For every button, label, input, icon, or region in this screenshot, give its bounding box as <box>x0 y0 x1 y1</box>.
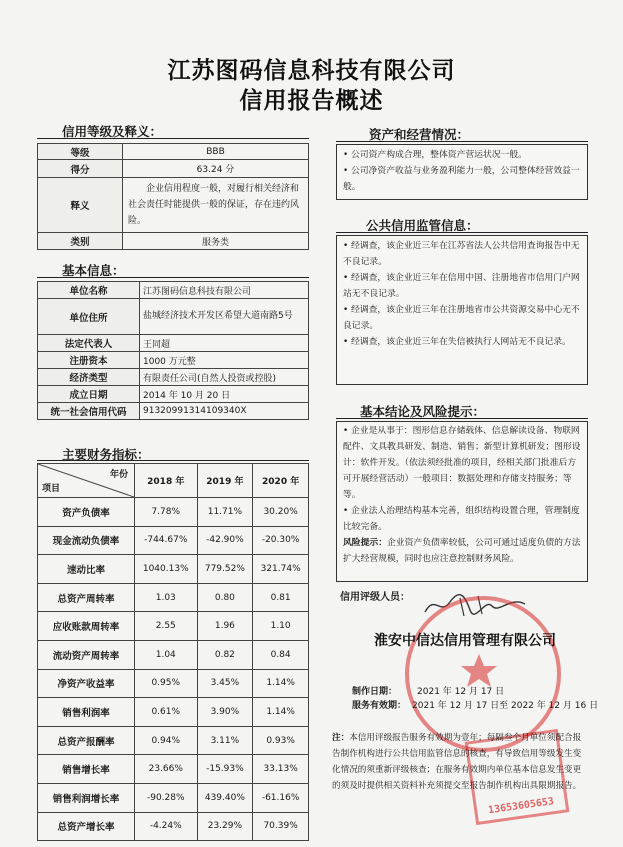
finance-value: -61.16% <box>253 783 309 812</box>
risk-tip: 风险提示：企业资产负债率较低，公司可通过适度负债的方法扩大经营规模，同时也应注意控制财务风险。 <box>343 538 581 564</box>
finance-value: 779.52% <box>197 555 253 584</box>
corner-item-label: 项目 <box>42 484 61 494</box>
seal-star-icon <box>405 596 553 744</box>
report-title-line1: 江苏图码信息科技有限公司 <box>167 57 456 84</box>
finance-value: 3.90% <box>197 698 253 727</box>
assets-box <box>336 144 588 200</box>
finance-value: 439.40% <box>197 783 253 812</box>
finance-value: 23.66% <box>135 755 198 784</box>
capital-label: 注册资本 <box>38 352 140 369</box>
company-name-value: 江苏图码信息科技有限公司 <box>140 282 309 299</box>
finance-value: 321.74% <box>253 555 309 584</box>
finance-metric-name: 销售增长率 <box>38 755 135 784</box>
business-scope-text: • 企业是从事于：图形信息存储载体、信息解读设备、物联网配件、文具教具研发、制造、销售；新型计算机研发；图形设计：软件开发。（依法须经批准的项目，经相关部门批准后方可开展经营活动）一般项目：数据处理和存储支持服务；等等。 <box>343 426 581 500</box>
category-value: 服务类 <box>123 233 309 250</box>
footer-note: 注：本信用评级报告服务有效期为壹年；每隔叁个月单位须配合报告制作机构进行公共信用监管信息的核查，有导致信用等级发生变化情况的须重新评级核查；在服务有效期内单位基本信息发生变更的须及时提供相关资料补充须提交至报告制作机构出具限期报告。 <box>332 733 582 791</box>
supervision-item: • 经调查，该企业近三年在信用中国、注册地省市信用门户网站无不良记录。 <box>343 273 580 299</box>
finance-value: -4.24% <box>135 812 198 841</box>
economic-type-label: 经济类型 <box>38 369 140 386</box>
rating-section-title: 信用等级及释义： <box>62 124 163 139</box>
finance-value: 0.93% <box>253 726 309 755</box>
legal-rep-label: 法定代表人 <box>38 335 140 352</box>
supervision-rule <box>336 232 588 233</box>
company-name-label: 单位名称 <box>38 282 140 299</box>
finance-value: 1.03 <box>135 583 198 612</box>
finance-value: 1.04 <box>135 640 198 669</box>
finance-section-title: 主要财务指标： <box>62 447 150 462</box>
year-header: 2020 年 <box>253 464 309 498</box>
corner-year-label: 年份 <box>109 470 128 480</box>
basic-info-section-title: 基本信息： <box>62 263 125 278</box>
supervision-section-title: 公共信用监管信息： <box>366 218 479 233</box>
finance-row <box>38 726 309 755</box>
governance-text: • 企业法人治理结构基本完善，组织结构设置合理，管理制度比较完备。 <box>343 506 580 532</box>
finance-metric-name: 销售利润率 <box>38 698 135 727</box>
legal-rep-value: 王同超 <box>140 335 309 352</box>
finance-value: -744.67% <box>135 526 198 555</box>
supervision-item: • 经调查，该企业近三年在失信被执行人网站无不良记录。 <box>343 337 571 347</box>
supervision-item: • 经调查，该企业近三年在江苏省法人公共信用查询报告中无不良记录。 <box>343 241 580 267</box>
rating-table <box>37 143 309 250</box>
report-title-line2: 信用报告概述 <box>239 87 384 114</box>
assets-item: • 公司资产构成合理，整体资产营运状况一般。 <box>343 150 527 160</box>
finance-value: 1040.13% <box>135 555 198 584</box>
finance-value: 1.14% <box>253 669 309 698</box>
assets-rule <box>336 141 588 142</box>
finance-table <box>37 463 309 841</box>
capital-value: 1000 万元整 <box>140 352 309 369</box>
finance-value: 0.81 <box>253 583 309 612</box>
finance-value: -42.90% <box>197 526 253 555</box>
stamp-number: 13653605653 <box>487 796 555 817</box>
conclusion-rule <box>336 418 588 419</box>
assets-section-title: 资产和经营情况： <box>369 127 470 142</box>
agency-name: 淮安中信达信用管理有限公司 <box>374 633 556 649</box>
finance-row <box>38 498 309 527</box>
definition-value: 企业信用程度一般，对履行相关经济和社会责任时能提供一般的保证，存在违约风险。 <box>123 178 309 233</box>
finance-metric-name: 销售利润增长率 <box>38 783 135 812</box>
finance-row <box>38 612 309 641</box>
finance-value: 0.80 <box>197 583 253 612</box>
economic-type-value: 有限责任公司(自然人投资或控股) <box>140 369 309 386</box>
year-header: 2018 年 <box>135 464 198 498</box>
score-label: 得分 <box>38 160 123 178</box>
founded-value: 2014 年 10 月 20 日 <box>140 386 309 403</box>
finance-metric-name: 应收账款周转率 <box>38 612 135 641</box>
address-label: 单位住所 <box>38 299 140 335</box>
finance-metric-name: 总资产周转率 <box>38 583 135 612</box>
finance-value: 3.45% <box>197 669 253 698</box>
finance-value: 33.13% <box>253 755 309 784</box>
rating-value: BBB <box>123 144 309 160</box>
rating-rule <box>37 138 309 139</box>
finance-value: 0.61% <box>135 698 198 727</box>
founded-label: 成立日期 <box>38 386 140 403</box>
finance-corner-cell <box>38 464 135 498</box>
finance-row <box>38 669 309 698</box>
conclusion-section-title: 基本结论及风险提示： <box>360 404 486 419</box>
rating-label: 等级 <box>38 144 123 160</box>
finance-metric-name: 净资产收益率 <box>38 669 135 698</box>
finance-value: 1.14% <box>253 698 309 727</box>
credit-code-label: 统一社会信用代码 <box>38 403 140 420</box>
definition-label: 释义 <box>38 178 123 233</box>
finance-metric-name: 总资产增长率 <box>38 812 135 841</box>
assets-item: • 公司净资产收益与业务盈利能力一般，公司整体经营效益一般。 <box>343 166 580 192</box>
finance-row <box>38 698 309 727</box>
finance-value: 0.82 <box>197 640 253 669</box>
finance-metric-name: 总资产报酬率 <box>38 726 135 755</box>
credit-code-value: 91320991314109340X <box>140 403 309 420</box>
finance-row <box>38 812 309 841</box>
address-value: 盐城经济技术开发区希望大道南路5号 <box>140 299 309 335</box>
supervision-box <box>336 235 588 385</box>
made-date-line: 制作日期： 2021 年 12 月 17 日 <box>352 687 505 697</box>
finance-row <box>38 583 309 612</box>
finance-value: -20.30% <box>253 526 309 555</box>
finance-value: 30.20% <box>253 498 309 527</box>
valid-period-line: 服务有效期： 2021 年 12 月 17 日至 2022 年 12 月 16 日 <box>352 701 599 711</box>
supervision-item: • 经调查，该企业近三年在注册地省市公共资源交易中心无不良记录。 <box>343 305 580 331</box>
finance-row <box>38 526 309 555</box>
finance-row <box>38 555 309 584</box>
finance-row <box>38 783 309 812</box>
score-value: 63.24 分 <box>123 160 309 178</box>
year-header: 2019 年 <box>197 464 253 498</box>
finance-value: 0.95% <box>135 669 198 698</box>
finance-value: 11.71% <box>197 498 253 527</box>
personnel-label: 信用评级人员： <box>340 592 410 603</box>
basic-info-table <box>37 281 309 420</box>
company-seal <box>405 596 561 752</box>
finance-metric-name: 流动资产周转率 <box>38 640 135 669</box>
finance-value: 3.11% <box>197 726 253 755</box>
finance-value: 0.84 <box>253 640 309 669</box>
finance-row <box>38 640 309 669</box>
finance-value: 7.78% <box>135 498 198 527</box>
finance-rule <box>37 460 309 461</box>
finance-value: 2.55 <box>135 612 198 641</box>
basic-info-rule <box>37 277 309 278</box>
finance-metric-name: 速动比率 <box>38 555 135 584</box>
finance-value: 1.10 <box>253 612 309 641</box>
finance-value: 23.29% <box>197 812 253 841</box>
finance-value: 1.96 <box>197 612 253 641</box>
finance-metric-name: 资产负债率 <box>38 498 135 527</box>
finance-row <box>38 755 309 784</box>
conclusion-box <box>336 421 588 582</box>
finance-metric-name: 现金流动负债率 <box>38 526 135 555</box>
category-label: 类别 <box>38 233 123 250</box>
finance-value: 0.94% <box>135 726 198 755</box>
finance-value: -15.93% <box>197 755 253 784</box>
finance-value: -90.28% <box>135 783 198 812</box>
finance-value: 70.39% <box>253 812 309 841</box>
